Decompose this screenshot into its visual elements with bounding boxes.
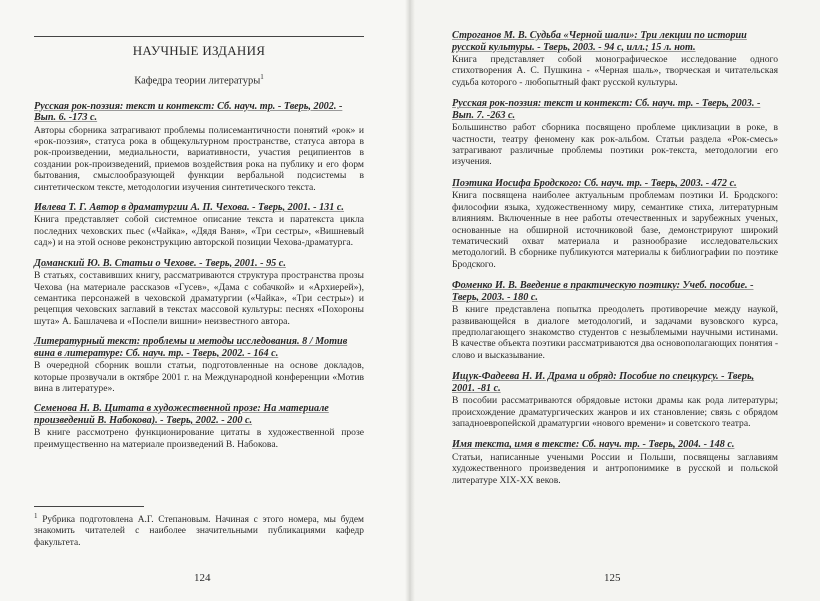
book-entry <box>452 280 778 361</box>
entry-annotation: В книге рассмотрено функционирование цитаты в художественной прозе преимущественно на материале произведений В. Набокова. <box>34 427 364 450</box>
section-title: НАУЧНЫЕ ИЗДАНИЯ <box>34 36 364 59</box>
entry-annotation: В статьях, составивших книгу, рассматриваются структура пространства прозы Чехова (на материале рассказов «Гусев», «Дама с собачкой» и «Архиерей»), семантика персонажей в чеховской драматургии («Чайка», «Три сестры») и рецепция чеховских заглавий в текстах массовой культуры: песнях «Похороны шута» А. Башлачева и «Поспели вишни» неизвестного автора. <box>34 270 364 327</box>
entry-citation: Имя текста, имя в тексте: Сб. науч. тр. - Тверь, 2004. - 148 с. <box>452 439 735 451</box>
entry-citation: Поэтика Иосифа Бродского: Сб. науч. тр. - Тверь, 2003. - 472 с. <box>452 177 737 189</box>
entry-annotation: Книга представляет собой системное описание текста и паратекста цикла последних чеховских пьес («Чайка», «Дядя Ваня», «Три сестры», «Вишневый сад») и на этой основе реконструкцию авторской позиции Чехова-драматурга. <box>34 214 364 249</box>
book-entry <box>452 30 778 88</box>
footnote-rule <box>34 506 144 507</box>
page-number-right: 125 <box>604 572 621 584</box>
footnote-mark: 1 <box>34 512 38 520</box>
page-number-left: 124 <box>194 572 211 584</box>
entry-citation: Доманский Ю. В. Статьи о Чехове. - Тверь, 2001. - 95 с. <box>34 257 286 269</box>
entry-annotation: Большинство работ сборника посвящено проблеме циклизации в роке, в частности, театру феномену как рок-альбом. Статьи раздела «Рок-смесь» затрагивают различные проблемы поэтики рок-текста, методологии его изучения. <box>452 122 778 168</box>
entry-citation: Русская рок-поэзия: текст и контекст: Сб. науч. тр. - Тверь, 2002. - Вып. 6. -173 с. <box>34 100 343 123</box>
entry-annotation: В книге представлена попытка преодолеть противоречие между наукой, развивающейся в диалоге методологий, и задачами вузовского курса, предполагающего знакомство студентов с незыблемыми научными истинами. В качестве объекта поэтики рассматриваются два основополагающих понятия - слово и высказывание. <box>452 304 779 361</box>
book-entry <box>34 202 364 249</box>
entry-annotation: Статьи, написанные учеными России и Польши, посвящены заглавиям художественного произведения и антропонимике в русской и польской литературе XIX-XX веков. <box>452 451 778 486</box>
footnote <box>34 506 364 549</box>
book-entry <box>452 439 778 486</box>
entry-annotation: В пособии рассматриваются обрядовые истоки драмы как рода литературы; происхождение драматургических жанров и их становление; связь с обрядом западноевропейской драматургии «нового времени» и советского театра. <box>452 395 778 430</box>
entry-citation: Фоменко И. В. Введение в практическую поэтику: Учеб. пособие. - Тверь, 2003. - 180 с. <box>452 280 754 303</box>
book-entry <box>34 258 364 328</box>
entry-annotation: В очередной сборник вошли статьи, подготовленные на основе докладов, которые прозвучали в октябре 2001 г. на Международной конференции «Мотив вина в литературе». <box>34 360 364 394</box>
footnote-body: Рубрика подготовлена А.Г. Степановым. Начиная с этого номера, мы будем знакомить читателей с наиболее значительными публикациями кафедр факультета. <box>34 515 364 548</box>
entry-annotation: Авторы сборника затрагивают проблемы полисемантичности понятий «рок» и «рок-поэзия», статуса рока в общекультурном пространстве, статуса автора в рок-произведении, медиальности, вариативности, участия реципиентов в создании рок-произведений, приемов воздействия рока на публику и его форм бытования, смыслообразующей функции вербальной подсистемы в синтетическом тексте, методологии изучения синтетического текста. <box>34 124 364 193</box>
book-entry <box>34 101 364 193</box>
right-column <box>452 30 778 496</box>
entry-annotation: Книга представляет собой монографическое исследование одного стихотворения А. С. Пушкина - «Черная шаль», творческая и читательская судьба которого - любопытный факт русской культуры. <box>452 54 778 88</box>
footnote-ref: 1 <box>260 73 264 81</box>
entry-citation: Строганов М. В. Судьба «Черной шали»: Три лекции по истории русской культуры. - Тверь, 2003. - 94 с, илл.; 15 л. нот. <box>452 30 747 53</box>
entry-citation: Русская рок-поэзия: текст и контекст: Сб. науч. тр. - Тверь, 2003. - Вып. 7. -263 с. <box>452 98 761 121</box>
entry-citation: Ивлева Т. Г. Автор в драматургии А. П. Чехова. - Тверь, 2001. - 131 с. <box>34 201 344 213</box>
entry-citation: Семенова Н. В. Цитата в художественной прозе: На материале произведений В. Набокова). - Тверь, 2002. - 200 с. <box>34 403 329 426</box>
book-entry <box>34 403 364 450</box>
book-entry <box>452 371 778 429</box>
book-gutter <box>405 0 415 601</box>
entry-citation: Ищук-Фадеева Н. И. Драма и обряд: Пособие по спецкурсу. - Тверь, 2001. -81 с. <box>452 371 755 394</box>
book-entry <box>452 98 778 168</box>
footnote-text <box>34 511 364 549</box>
subtitle-text: Кафедра теории литературы <box>134 75 261 87</box>
book-entry <box>452 178 778 270</box>
book-entry <box>34 336 364 394</box>
entry-annotation: Книга посвящена наиболее актуальным проблемам поэтики И. Бродского: философии языка, художественному миру, семантике стиха, литературным влияниям. Включенные в нее работы отечественных и зарубежных ученых, основанные на обширной источниковой базе, демонстрируют широкий тематический охват материала и разнообразие исследовательских методологий. В сборнике публикуются материалы к библиографии по поэтике Бродского. <box>452 190 778 270</box>
entry-citation: Литературный текст: проблемы и методы исследования. 8 / Мотив вина в литературе: Сб. науч. тр. - Тверь, 2002. - 164 с. <box>34 336 348 359</box>
left-column <box>34 36 364 459</box>
section-subtitle <box>34 73 364 87</box>
